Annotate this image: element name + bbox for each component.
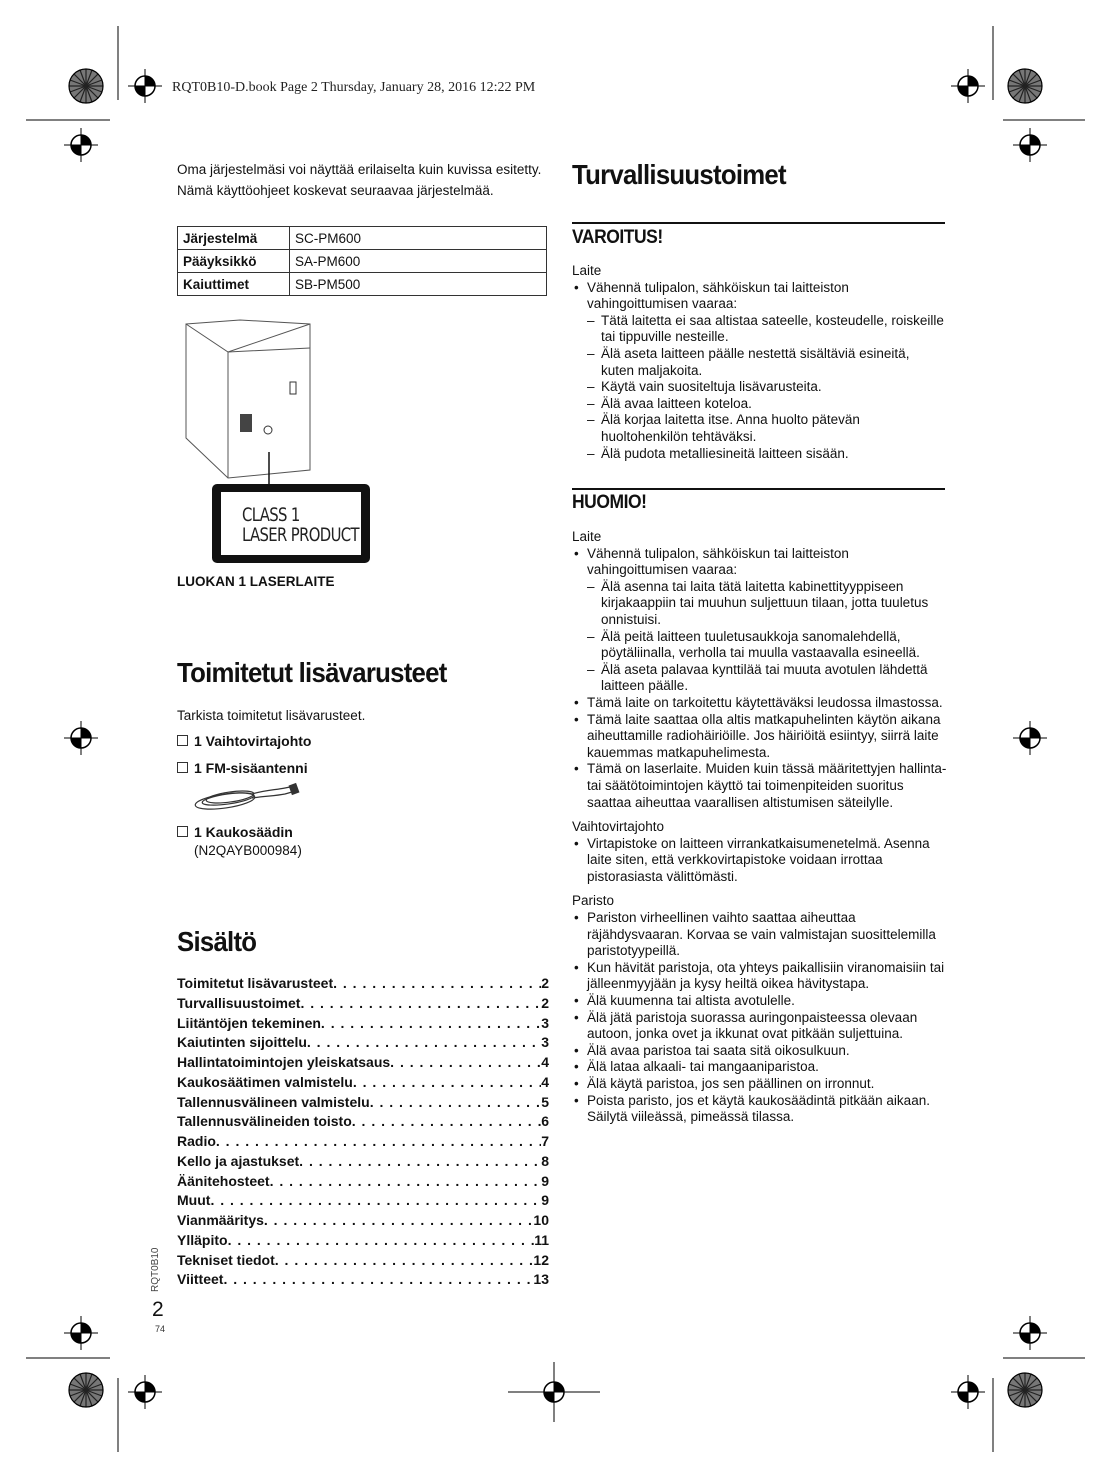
intro-line-2: Nämä käyttöohjeet koskevat seuraavaa järjestelmää.: [177, 182, 494, 198]
warning-sub-heading: Laite: [572, 263, 602, 278]
list-item: – Älä pudota metalliesineitä laitteen sisään.: [572, 446, 944, 463]
toc-entry-page: 2: [541, 975, 549, 991]
toc-entry-title: Tallennusvälineen valmistelu: [177, 1093, 370, 1110]
toc-leader-dots: [210, 1191, 541, 1211]
toc-leader-dots: [223, 1270, 533, 1290]
toc-leader-dots: [264, 1211, 534, 1231]
list-item: • Älä kuumenna tai altista avotulelle.: [572, 993, 950, 1010]
contents-title: Sisältö: [177, 926, 257, 957]
toc-entry-title: Liitäntöjen tekeminen: [177, 1014, 321, 1031]
list-item: • Vähennä tulipalon, sähköiskun tai laitteiston vahingoittumisen vaaraa: – Tätä laitetta ei saa altistaa sateelle, kosteudelle, roiskeille tai tippuville nesteille. – Älä aseta laitteen päälle nestettä sisältäviä esineitä, kuten maljakoita. – Käytä vain suositeltuja lisävarusteita. – Älä avaa laitteen koteloa. – Älä korjaa laitetta itse. Anna huolto pätevän huoltohenkilön tehtäväksi. – Älä pudota metalliesineitä laitteen sisään.: [572, 280, 944, 463]
toc-entry[interactable]: [177, 1014, 549, 1034]
intro-text: [177, 162, 549, 199]
toc-entry-page: 12: [533, 1251, 549, 1268]
list-item: – Älä avaa laitteen koteloa.: [572, 396, 944, 413]
accessory-label: 1 FM-sisäantenni: [194, 760, 308, 776]
toc-leader-dots: [300, 994, 541, 1014]
table-value: SA-PM600: [290, 250, 547, 273]
sub-page-number: 74: [155, 1324, 166, 1334]
toc-entry-page: 4: [541, 1073, 549, 1090]
list-item: • Pariston virheellinen vaihto saattaa aiheuttaa räjähdysvaaran. Korvaa se vain valmistajan suosittelemilla paristotyypeillä.: [572, 910, 950, 960]
toc-entry[interactable]: [177, 974, 549, 994]
doc-code: RQT0B10: [150, 1247, 161, 1292]
list-item: – Älä aseta palavaa kynttilää tai muuta avotulen lähdettä laitteen päälle.: [572, 662, 950, 695]
accessory-item: [177, 824, 293, 840]
toc-entry[interactable]: [177, 1172, 549, 1192]
toc-entry-page: 8: [541, 1152, 549, 1169]
list-item: • Tämä laite on tarkoitettu käytettäväksi leudossa ilmastossa.: [572, 695, 950, 712]
toc-entry-page: 4: [541, 1054, 549, 1070]
toc-leader-dots: [275, 1251, 534, 1271]
toc-entry-page: 11: [534, 1231, 549, 1248]
list-item: – Älä peitä laitteen tuuletusaukkoja sanomalehdellä, pöytäliinalla, verholla tai muulla vastaavalla esineellä.: [572, 629, 950, 662]
table-row: [178, 227, 547, 250]
toc-entry-title: Tallennusvälineiden toisto: [177, 1113, 352, 1130]
toc-entry-title: Muut: [177, 1192, 211, 1209]
accessories-intro: Tarkista toimitetut lisävarusteet.: [177, 708, 366, 723]
table-label: Pääyksikkö: [178, 250, 290, 273]
toc-entry-page: 13: [533, 1271, 549, 1288]
toc-entry-title: Vianmääritys: [177, 1212, 264, 1228]
toc-entry-page: 6: [541, 1113, 549, 1130]
list-item: – Älä aseta laitteen päälle nestettä sisältäviä esineitä, kuten maljakoita.: [572, 346, 944, 379]
toc-leader-dots: [352, 1112, 541, 1132]
toc-entry-title: Tekniset tiedot: [177, 1251, 275, 1268]
toc-entry-page: 2: [541, 994, 549, 1011]
divider: [572, 222, 945, 224]
caution-heading: HUOMIO!: [572, 492, 647, 513]
divider: [572, 488, 945, 490]
toc-entry[interactable]: [177, 1152, 549, 1172]
toc-entry-title: Turvallisuustoimet: [177, 994, 301, 1011]
toc-entry[interactable]: [177, 1251, 549, 1271]
toc-entry[interactable]: [177, 1132, 549, 1152]
toc-leader-dots: [307, 1033, 541, 1053]
list-item: • Tämä on laserlaite. Muiden kuin tässä määritettyjen hallinta- tai säätötoimintojen käyttö tai toimenpiteiden suoritus saattaa aiheuttaa vaarallisen altistumisen säteilylle.: [572, 761, 950, 811]
list-item: • Poista paristo, jos et käytä kaukosäädintä pitkään aikaan. Säilytä viileässä, pimeässä tilassa.: [572, 1093, 950, 1126]
list-item: • Älä avaa paristoa tai saata sitä oikosulkuun.: [572, 1043, 950, 1060]
system-table: [177, 226, 547, 296]
table-of-contents: [177, 974, 549, 1290]
toc-leader-dots: [299, 1152, 541, 1172]
table-row: [178, 273, 547, 296]
checkbox-icon: [177, 826, 188, 837]
toc-entry[interactable]: [177, 1191, 549, 1211]
toc-entry[interactable]: [177, 1112, 549, 1132]
toc-entry[interactable]: [177, 1231, 549, 1251]
toc-entry[interactable]: [177, 1033, 549, 1053]
list-item: • Kun hävität paristoja, ota yhteys paikallisiin viranomaisiin tai jälleenmyyjään ja kysy heiltä oikea hävitystapa.: [572, 960, 950, 993]
toc-entry-title: Kaukosäätimen valmistelu: [177, 1073, 353, 1090]
table-label: Kaiuttimet: [178, 273, 290, 296]
warning-section: [572, 263, 944, 462]
table-value: SB-PM500: [290, 273, 547, 296]
accessory-label: 1 Kaukosäädin: [194, 824, 293, 840]
toc-entry-title: Radio: [177, 1133, 216, 1149]
toc-entry-page: 3: [541, 1014, 549, 1031]
toc-entry[interactable]: [177, 1073, 549, 1093]
table-value: SC-PM600: [290, 227, 547, 250]
toc-leader-dots: [333, 974, 541, 994]
toc-entry-title: Kello ja ajastukset: [177, 1152, 300, 1169]
toc-entry-title: Äänitehosteet: [177, 1172, 270, 1189]
list-item: • Älä lataa alkaali- tai mangaaniparistoa.: [572, 1059, 950, 1076]
warning-heading: VAROITUS!: [572, 227, 663, 248]
list-item: – Tätä laitetta ei saa altistaa sateelle, kosteudelle, roiskeille tai tippuville nesteille.: [572, 313, 944, 346]
toc-leader-dots: [321, 1014, 541, 1034]
battery-sub-heading: Paristo: [572, 893, 615, 909]
intro-line-1: Oma järjestelmäsi voi näyttää erilaiselta kuin kuvissa esitetty.: [177, 162, 542, 177]
book-info-header: RQT0B10-D.book Page 2 Thursday, January 28, 2016 12:22 PM: [172, 80, 536, 95]
list-item: • Vähennä tulipalon, sähköiskun tai laitteiston vahingoittumisen vaaraa: – Älä asenna tai laita tätä laitetta kabinettityyppiseen kirjakaappiin tai muuhun suljettuun tilaan, jotta tuuletus onnistuisi. – Älä peitä laitteen tuuletusaukkoja sanomalehdellä, pöytäliinalla, verholla tai muulla vastaavalla esineellä. – Älä aseta palavaa kynttilää tai muuta avotulen lähdettä laitteen päälle.: [572, 546, 950, 695]
page-number: 2: [152, 1298, 164, 1321]
laser-label-line-1: CLASS 1: [242, 504, 300, 526]
list-item: • Älä käytä paristoa, jos sen päällinen on irronnut.: [572, 1076, 950, 1093]
checkbox-icon: [177, 735, 188, 746]
toc-entry[interactable]: [177, 1053, 549, 1073]
toc-entry[interactable]: [177, 1211, 549, 1231]
checkbox-icon: [177, 762, 188, 773]
list-item: • Älä jätä paristoja suorassa auringonpaisteessa olevaan autoon, jonka ovet ja ikkunat ovat pitkään suljettuina.: [572, 1010, 950, 1043]
toc-leader-dots: [216, 1132, 541, 1152]
accessory-item: [177, 733, 311, 749]
toc-leader-dots: [353, 1073, 541, 1093]
ac-cord-sub-heading: Vaihtovirtajohto: [572, 819, 665, 835]
toc-leader-dots: [270, 1172, 542, 1192]
accessories-title: Toimitetut lisävarusteet: [177, 657, 447, 688]
toc-entry-page: 9: [541, 1192, 549, 1209]
toc-entry-page: 7: [541, 1133, 549, 1149]
table-row: [178, 250, 547, 273]
caution-section: [572, 529, 950, 1126]
accessory-item: [177, 760, 308, 776]
toc-entry[interactable]: [177, 1093, 549, 1113]
list-item: • Tämä laite saattaa olla altis matkapuhelinten käytön aikana aiheuttamille radiohäiriöille. Jos häiriöitä esiintyy, siirrä laite kauemmas matkapuhelimesta.: [572, 712, 950, 762]
safety-title: Turvallisuustoimet: [572, 159, 786, 190]
laser-label-line-2: LASER PRODUCT: [242, 524, 359, 546]
list-item: – Älä korjaa laitetta itse. Anna huolto pätevän huoltohenkilön tehtäväksi.: [572, 412, 944, 445]
list-item: • Virtapistoke on laitteen virrankatkaisumenetelmä. Asenna laite siten, että verkkovirtapistoke voidaan irrottaa pistorasiasta välittömästi.: [572, 836, 950, 886]
laser-caption: LUOKAN 1 LASERLAITE: [177, 574, 335, 589]
toc-entry-title: Ylläpito: [177, 1231, 228, 1248]
toc-leader-dots: [390, 1053, 541, 1073]
toc-leader-dots: [228, 1231, 535, 1251]
laser-label: [242, 505, 359, 545]
list-item: – Käytä vain suositeltuja lisävarusteita.: [572, 379, 944, 396]
toc-leader-dots: [370, 1093, 542, 1113]
fm-antenna-icon: [190, 780, 305, 814]
toc-entry-title: Kaiutinten sijoittelu: [177, 1034, 307, 1051]
toc-entry-title: Toimitetut lisävarusteet: [177, 975, 334, 991]
toc-entry-page: 10: [533, 1212, 549, 1228]
toc-entry-page: 3: [541, 1034, 549, 1051]
toc-entry-title: Viitteet: [177, 1271, 224, 1288]
list-item: – Älä asenna tai laita tätä laitetta kabinettityyppiseen kirjakaappiin tai muuhun suljettuun tilaan, jotta tuuletus onnistuisi.: [572, 579, 950, 629]
toc-entry[interactable]: [177, 994, 549, 1014]
toc-entry-page: 5: [541, 1093, 549, 1110]
toc-entry-title: Hallintatoimintojen yleiskatsaus: [177, 1054, 391, 1070]
toc-entry-page: 9: [541, 1172, 549, 1189]
caution-device-sub-heading: Laite: [572, 529, 602, 544]
toc-entry[interactable]: [177, 1270, 549, 1290]
table-label: Järjestelmä: [178, 227, 290, 250]
accessory-label: 1 Vaihtovirtajohto: [194, 733, 312, 749]
remote-model-number: (N2QAYB000984): [194, 843, 302, 858]
